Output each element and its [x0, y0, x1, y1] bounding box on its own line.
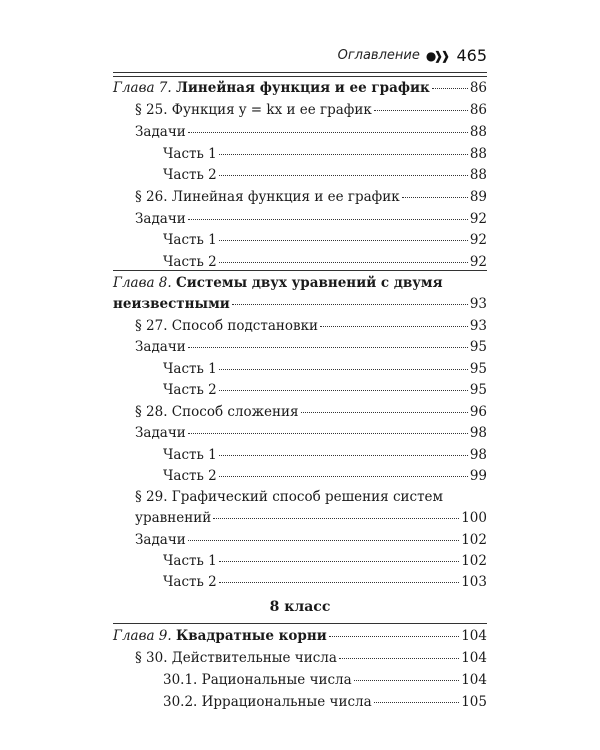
dot-leader [188, 218, 468, 220]
entry-title: Часть 1 [163, 361, 217, 377]
dot-leader [219, 261, 468, 263]
toc-section-29[interactable] [135, 510, 487, 526]
entry-page: 95 [469, 382, 487, 398]
toc-chapter-9[interactable] [113, 628, 487, 644]
toc-chapter-7[interactable] [113, 80, 487, 96]
toc-section-25[interactable] [135, 102, 487, 118]
entry-title: Часть 1 [163, 447, 217, 463]
entry-page: 93 [469, 318, 487, 334]
entry-title: § 29. Графический способ решения систем [135, 489, 444, 505]
toc-chapter-8-line1[interactable] [113, 275, 443, 291]
entry-title: Задачи [135, 339, 186, 355]
toc-section-27[interactable] [135, 318, 487, 334]
toc-tasks-27[interactable] [135, 339, 487, 355]
chapter-rule [113, 623, 487, 624]
entry-page: 99 [469, 468, 487, 484]
toc-tasks-26[interactable] [135, 211, 487, 227]
dot-leader [188, 432, 468, 434]
dot-leader [219, 239, 468, 241]
entry-page: 88 [469, 167, 487, 183]
entry-title: Часть 2 [163, 468, 217, 484]
dot-leader [219, 368, 468, 370]
toc-tasks-25[interactable] [135, 124, 487, 140]
toc-subsection-30-1[interactable] [163, 672, 487, 688]
toc-part-2-25[interactable] [163, 167, 487, 183]
dot-leader [219, 560, 459, 562]
entry-title: § 28. Способ сложения [135, 404, 299, 420]
toc-subsection-30-2[interactable] [163, 694, 487, 710]
entry-title: Задачи [135, 211, 186, 227]
dot-leader [213, 517, 459, 519]
toc-part-1-29[interactable] [163, 553, 487, 569]
dot-leader [219, 174, 468, 176]
entry-page: 88 [469, 146, 487, 162]
entry-title: Часть 2 [163, 382, 217, 398]
entry-title: Задачи [135, 124, 186, 140]
entry-page: 88 [469, 124, 487, 140]
chapter-title-cont: неизвестными [113, 296, 230, 312]
entry-title: Часть 1 [163, 553, 217, 569]
chapter-title: Квадратные корни [175, 628, 327, 644]
section-marker-icon: ●❱❱ [425, 48, 448, 63]
running-title: Оглавление [337, 48, 420, 63]
dot-leader [339, 657, 459, 659]
entry-title: Часть 2 [163, 574, 217, 590]
entry-page: 100 [461, 510, 487, 526]
dot-leader [432, 87, 468, 89]
entry-page: 92 [469, 211, 487, 227]
entry-page: 102 [461, 532, 487, 548]
dot-leader [354, 679, 460, 681]
dot-leader [402, 196, 468, 198]
toc-tasks-29[interactable] [135, 532, 487, 548]
entry-title: Задачи [135, 532, 186, 548]
entry-title: § 27. Способ подстановки [135, 318, 319, 334]
chapter-rule [113, 270, 487, 271]
entry-page: 105 [461, 694, 487, 710]
page-number: 465 [456, 46, 487, 65]
entry-title: § 26. Линейная функция и ее график [135, 189, 400, 205]
entry-title: Часть 2 [163, 254, 217, 270]
entry-title: Часть 1 [163, 232, 217, 248]
entry-page: 103 [461, 574, 487, 590]
entry-title: Задачи [135, 425, 186, 441]
toc-part-2-28[interactable] [163, 468, 487, 484]
chapter-title: Системы двух уравнений с двумя [175, 275, 443, 291]
toc-part-1-27[interactable] [163, 361, 487, 377]
dot-leader [374, 109, 468, 111]
chapter-label: Глава 7. [113, 80, 172, 96]
entry-page: 92 [469, 254, 487, 270]
grade-heading: 8 класс [269, 599, 331, 615]
toc-part-1-28[interactable] [163, 447, 487, 463]
dot-leader [188, 539, 459, 541]
entry-title: Часть 2 [163, 167, 217, 183]
toc-section-30[interactable] [135, 650, 487, 666]
toc-part-2-29[interactable] [163, 574, 487, 590]
toc-part-1-26[interactable] [163, 232, 487, 248]
entry-title: 30.2. Иррациональные числа [163, 694, 372, 710]
chapter-label: Глава 8. [113, 275, 172, 291]
entry-page: 98 [469, 447, 487, 463]
dot-leader [219, 475, 468, 477]
entry-title-cont: уравнений [135, 510, 212, 526]
entry-title: Часть 1 [163, 146, 217, 162]
entry-page: 104 [461, 672, 487, 688]
running-header [338, 46, 487, 65]
dot-leader [219, 581, 459, 583]
entry-page: 104 [461, 650, 487, 666]
entry-title: § 25. Функция y = kx и ее график [135, 102, 372, 118]
toc-section-26[interactable] [135, 189, 487, 205]
header-rule [113, 72, 487, 73]
toc-part-2-26[interactable] [163, 254, 487, 270]
entry-page: 104 [461, 628, 487, 644]
entry-page: 98 [469, 425, 487, 441]
dot-leader [301, 411, 468, 413]
toc-section-29-line1[interactable] [135, 489, 443, 505]
dot-leader [219, 389, 468, 391]
toc-part-1-25[interactable] [163, 146, 487, 162]
dot-leader [219, 153, 468, 155]
entry-page: 89 [469, 189, 487, 205]
entry-page: 102 [461, 553, 487, 569]
entry-page: 95 [469, 361, 487, 377]
entry-title: § 30. Действительные числа [135, 650, 337, 666]
toc-tasks-28[interactable] [135, 425, 487, 441]
dot-leader [188, 131, 468, 133]
toc-chapter-8[interactable] [113, 296, 487, 312]
entry-page: 92 [469, 232, 487, 248]
entry-page: 93 [469, 296, 487, 312]
dot-leader [329, 635, 460, 637]
entry-title: 30.1. Рациональные числа [163, 672, 352, 688]
entry-page: 95 [469, 339, 487, 355]
entry-page: 86 [469, 102, 487, 118]
toc-section-28[interactable] [135, 404, 487, 420]
toc-part-2-27[interactable] [163, 382, 487, 398]
dot-leader [188, 346, 468, 348]
dot-leader [219, 454, 468, 456]
dot-leader [232, 303, 468, 305]
dot-leader [320, 325, 468, 327]
entry-page: 96 [469, 404, 487, 420]
dot-leader [374, 701, 460, 703]
chapter-title: Линейная функция и ее график [175, 80, 430, 96]
entry-page: 86 [469, 80, 487, 96]
chapter-label: Глава 9. [113, 628, 172, 644]
chapter-rule [113, 76, 487, 77]
